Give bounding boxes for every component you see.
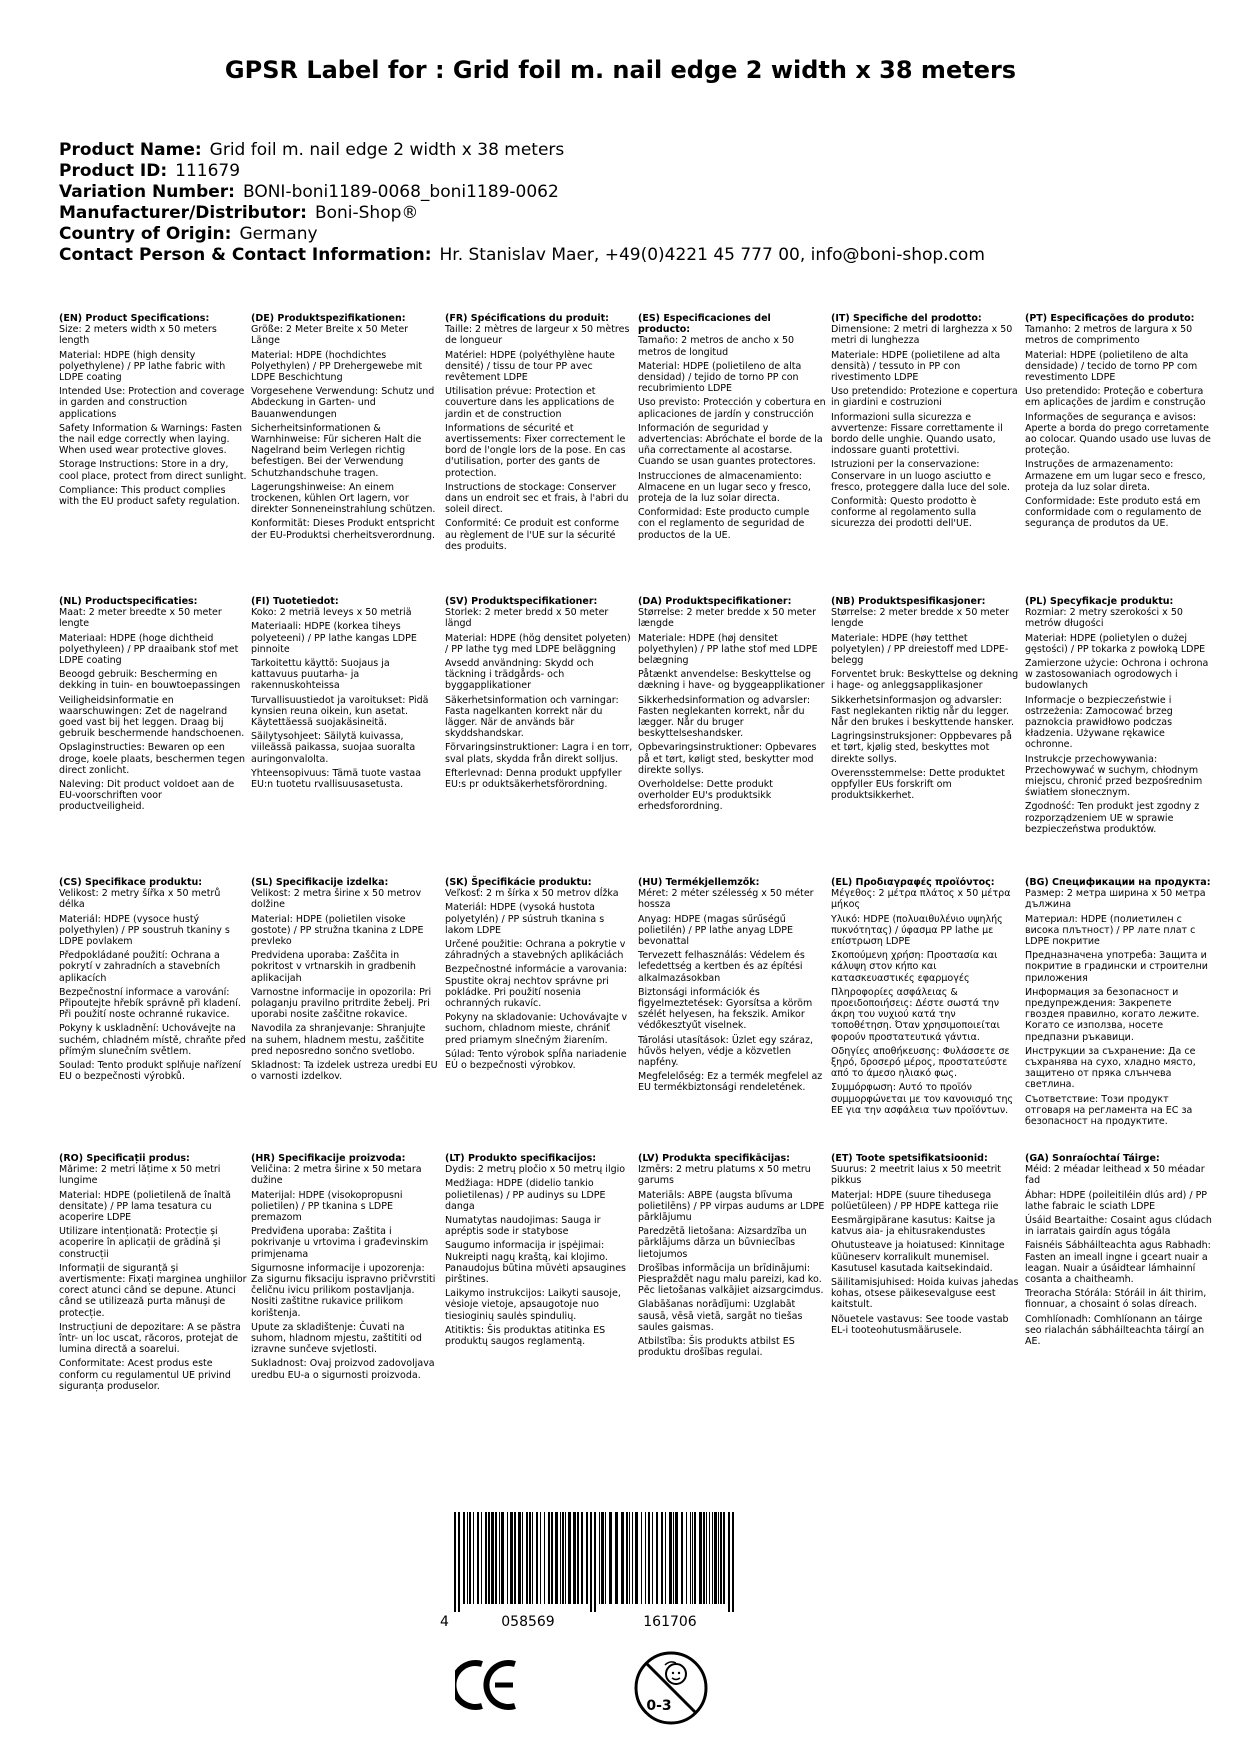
spec-paragraph: Atitiktis: Šis produktas atitinka ES produktų saugos reglamentą. bbox=[445, 1324, 606, 1348]
spec-paragraph: Materiāls: ABPE (augsta blīvuma polietilēns) / PP virpas audums ar LDPE pārklājumu bbox=[638, 1189, 825, 1224]
spec-paragraph: Informazioni sulla sicurezza e avvertenze: Fissare correttamente il bordo delle unghie. Quando usato, indossare guanti protettivi. bbox=[831, 411, 1003, 457]
spec-title: (HR) Specifikacije proizvoda: bbox=[251, 1153, 406, 1164]
barcode-bar bbox=[565, 1512, 566, 1604]
barcode-bar bbox=[673, 1512, 674, 1604]
spec-paragraph: Yhteensopivuus: Tämä tuote vastaa EU:n tuotetu rvallisuusasetusta. bbox=[251, 767, 422, 791]
spec-paragraph: Materiál: HDPE (vysoká hustota polyetylén) / PP sústruh tkanina s lakom LDPE bbox=[445, 902, 605, 936]
spec-block bbox=[831, 1153, 1019, 1339]
spec-paragraph: Drošības informācija un brīdinājumi: Piespraždēt nagu malu pareizi, kad ko. Pēc lietošanas valkājiet aizsargcimdus. bbox=[638, 1262, 824, 1297]
age-warning-label: 0-3 bbox=[646, 1698, 672, 1714]
barcode-bar bbox=[485, 1512, 487, 1604]
spec-title: (EL) Προδιαγραφές προϊόντος: bbox=[831, 877, 995, 888]
spec-paragraph: Размер: 2 метра ширина x 50 метра дължина bbox=[1025, 888, 1206, 911]
spec-paragraph: Rozmiar: 2 metry szerokości x 50 metrów długości bbox=[1025, 607, 1183, 630]
spec-paragraph: Størrelse: 2 meter bredde x 50 meter lengde bbox=[831, 607, 1009, 630]
barcode-bar bbox=[599, 1512, 600, 1604]
spec-paragraph: Съответствие: Този продукт отговаря на регламента на ЕС за безопасност на продуктите. bbox=[1025, 1093, 1193, 1128]
spec-paragraph: Påtænkt anvendelse: Beskyttelse og dækning i have- og byggeapplikationer bbox=[638, 669, 825, 692]
barcode-bar bbox=[562, 1512, 564, 1604]
spec-paragraph: Biztonsági információk és figyelmeztetések: Gyorsítsa a köröm szélét helyesen, ha fekszik. Amikor védőkesztyűt viselnek. bbox=[638, 986, 813, 1032]
barcode-bar bbox=[555, 1512, 558, 1604]
spec-paragraph: Upute za skladištenje: Čuvati na suhom, hladnom mjestu, zaštititi od izravne sunčeve svjetlosti. bbox=[251, 1321, 422, 1356]
barcode-bar bbox=[469, 1512, 471, 1604]
spec-paragraph: Materiale: HDPE (høj densitet polyethylen) / PP lathe stof med LDPE belægning bbox=[638, 632, 818, 667]
spec-paragraph: Úsáid Beartaithe: Cosaint agus clúdach in iarratais gairdín agus tógála bbox=[1025, 1215, 1212, 1238]
spec-paragraph: Navodila za shranjevanje: Shranjujte na suhem, hladnem mestu, zaščitite pred neposredno sončno svetlobo. bbox=[251, 1023, 426, 1057]
spec-paragraph: Méret: 2 méter szélesség x 50 méter hossza bbox=[638, 888, 814, 911]
spec-paragraph: Bezpečnostné informácie a varovania: Spustite okraj nechtov správne pri pokládke. Pri použití nosenia ochranných rukavíc. bbox=[445, 964, 628, 1010]
spec-paragraph: Informações de segurança e avisos: Aperte a borda do prego corretamente ao colocar. Quando usado use luvas de proteção. bbox=[1025, 411, 1211, 457]
spec-block bbox=[59, 596, 247, 816]
spec-block bbox=[638, 1153, 826, 1361]
barcode-bar bbox=[499, 1512, 500, 1604]
manufacturer-row bbox=[59, 203, 985, 224]
spec-paragraph: Οδηγίες αποθήκευσης: Φυλάσσετε σε ξηρό, δροσερό μέρος, προστατεύστε από το άμεσο ηλιακό φως. bbox=[831, 1045, 1010, 1080]
barcode-bar bbox=[703, 1512, 705, 1604]
spec-paragraph: Veličina: 2 metra širine x 50 metara dužine bbox=[251, 1164, 422, 1187]
spec-paragraph: Υλικό: HDPE (πολυαιθυλένιο υψηλής πυκνότητας) / ύφασμα PP lathe με επίστρωση LDPE bbox=[831, 913, 1003, 948]
barcode-bar bbox=[690, 1512, 691, 1604]
barcode-bar bbox=[481, 1512, 482, 1604]
barcode-bar bbox=[681, 1512, 683, 1604]
product-name-value: Grid foil m. nail edge 2 width x 38 meters bbox=[209, 140, 565, 160]
barcode-bar bbox=[709, 1512, 710, 1604]
barcode-bar bbox=[590, 1512, 592, 1612]
barcode-bar bbox=[501, 1512, 504, 1604]
spec-paragraph: Größe: 2 Meter Breite x 50 Meter Länge bbox=[251, 324, 409, 347]
spec-paragraph: Safety Information & Warnings: Fasten the nail edge correctly when laying. When used wear protective gloves. bbox=[59, 422, 243, 457]
spec-paragraph: Súlad: Tento výrobok spĺňa nariadenie EÚ o bezpečnosti výrobkov. bbox=[445, 1048, 627, 1072]
spec-paragraph: Treoracha Stórála: Stóráil in áit thirim, fionnuar, a chosaint ó solas díreach. bbox=[1025, 1288, 1207, 1311]
spec-paragraph: Conformidad: Este producto cumple con el reglamento de seguridad de productos de la UE. bbox=[638, 507, 810, 541]
barcode-bar bbox=[645, 1512, 646, 1604]
spec-paragraph: Varnostne informacije in opozorila: Pri polaganju pravilno pritrdite žebelj. Pri uporabi nosite zaščitne rokavice. bbox=[251, 986, 432, 1021]
spec-block bbox=[831, 313, 1019, 533]
product-id-row bbox=[59, 161, 985, 182]
spec-paragraph: Vorgesehene Verwendung: Schutz und Abdeckung in Garten- und Bauanwendungen bbox=[251, 386, 435, 420]
spec-block bbox=[1025, 1153, 1213, 1350]
barcode-bar bbox=[544, 1512, 545, 1604]
spec-title: (ES) Especificaciones del producto: bbox=[638, 313, 771, 336]
barcode-bar bbox=[648, 1512, 650, 1604]
spec-paragraph: Säilitamisjuhised: Hoida kuivas jahedas kohas, otsese päikesevalguse eest kaitstult. bbox=[831, 1277, 1019, 1311]
spec-paragraph: Dimensione: 2 metri di larghezza x 50 metri di lunghezza bbox=[831, 324, 1013, 347]
spec-title: (FR) Spécifications du produit: bbox=[445, 313, 609, 324]
spec-paragraph: Opbevaringsinstruktioner: Opbevares på et tørt, køligt sted, beskytter mod direkte sollys. bbox=[638, 742, 817, 776]
spec-paragraph: Compliance: This product complies with the EU product safety regulation. bbox=[59, 484, 240, 508]
barcode-bar bbox=[723, 1512, 725, 1604]
spec-paragraph: Laikymo instrukcijos: Laikyti sausoje, vėsioje vietoje, apsaugotoje nuo tiesioginių saulės spindulių. bbox=[445, 1288, 621, 1322]
spec-paragraph: Opslaginstructies: Bewaren op een droge, koele plaats, beschermen tegen direct zonlicht. bbox=[59, 742, 246, 776]
spec-paragraph: Veľkosť: 2 m šírka x 50 metrov dĺžka bbox=[445, 888, 619, 900]
spec-paragraph: Инструкции за съхранение: Да се съхранява на сухо, хладно място, защитено от пряка слънчева светлина. bbox=[1025, 1045, 1196, 1091]
spec-paragraph: Materiale: HDPE (polietilene ad alta densità) / tessuto in PP con rivestimento LDPE bbox=[831, 349, 1001, 384]
spec-title: (GA) Sonraíochtaí Táirge: bbox=[1025, 1153, 1160, 1164]
spec-paragraph: Materiaali: HDPE (korkea tiheys polyeteeni) / PP lathe kangas LDPE pinnoite bbox=[251, 621, 417, 655]
spec-paragraph: Naleving: Dit product voldoet aan de EU-voorschriften voor productveiligheid. bbox=[59, 779, 235, 813]
spec-title: (ET) Toote spetsifikatsioonid: bbox=[831, 1153, 988, 1164]
spec-title: (CS) Specifikace produktu: bbox=[59, 877, 203, 888]
spec-paragraph: Předpokládané použití: Ochrana a pokrytí v zahradních a stavebních aplikacích bbox=[59, 950, 221, 984]
barcode-bar bbox=[560, 1512, 561, 1604]
spec-paragraph: Velikost: 2 metry šířka x 50 metrů délka bbox=[59, 888, 221, 911]
barcode-bar bbox=[669, 1512, 672, 1604]
spec-title: (NL) Productspecificaties: bbox=[59, 596, 198, 607]
barcode-bar bbox=[488, 1512, 490, 1604]
spec-block bbox=[1025, 313, 1213, 533]
barcode-bar bbox=[463, 1512, 465, 1604]
spec-paragraph: Intended Use: Protection and coverage in garden and construction applications bbox=[59, 386, 245, 420]
barcode-bar bbox=[699, 1512, 702, 1604]
barcode-bar bbox=[473, 1512, 474, 1604]
spec-paragraph: Maat: 2 meter breedte x 50 meter lengte bbox=[59, 607, 222, 630]
country-of-origin-label: Country of Origin: bbox=[59, 224, 232, 244]
spec-block bbox=[251, 1153, 439, 1384]
spec-title: (LT) Produkto specifikacijos: bbox=[445, 1153, 597, 1164]
spec-paragraph: Förvaringsinstruktioner: Lagra i en torr, sval plats, skydda från direkt solljus. bbox=[445, 742, 633, 765]
spec-paragraph: Material: HDPE (polietilenă de înaltă densitate) / PP lama tesatura cu acoperire LDPE bbox=[59, 1189, 231, 1224]
spec-paragraph: Informacje o bezpieczeństwie i ostrzeżenia: Zamocować brzeg paznokcia prawidłowo podczas kładzenia. Używane rękawice ochronne. bbox=[1025, 694, 1173, 751]
product-name-row bbox=[59, 140, 985, 161]
spec-paragraph: Instructions de stockage: Conserver dans un endroit sec et frais, à l'abri du soleil direct. bbox=[445, 481, 629, 516]
spec-block bbox=[445, 877, 633, 1074]
barcode-digits-left: 058569 bbox=[501, 1614, 555, 1630]
barcode-bar bbox=[626, 1512, 628, 1604]
spec-paragraph: Conformità: Questo prodotto è conforme al regolamento sulla sicurezza dei prodotti dell'UE. bbox=[831, 496, 977, 530]
spec-paragraph: Material: HDPE (high density polyethylene) / PP lathe fabric with LDPE coating bbox=[59, 349, 226, 384]
barcode-bar bbox=[581, 1512, 583, 1604]
barcode-bar bbox=[568, 1512, 571, 1604]
barcode-bar bbox=[491, 1512, 494, 1604]
barcode-bar bbox=[621, 1512, 624, 1604]
spec-block bbox=[251, 596, 439, 793]
barcode-bar bbox=[507, 1512, 508, 1604]
barcode-bar bbox=[732, 1512, 734, 1612]
spec-paragraph: Instrucțiuni de depozitare: A se păstra într- un loc uscat, răcoros, protejat de lumina directă a soarelui. bbox=[59, 1321, 241, 1356]
spec-title: (DA) Produktspecifikationer: bbox=[638, 596, 792, 607]
spec-paragraph: Materiaal: HDPE (hoge dichtheid polyethyleen) / PP draaibank stof met LDPE coating bbox=[59, 632, 239, 667]
spec-paragraph: Glabāšanas norādījumi: Uzglabāt sausā, vēsā vietā, sargāt no tiešas saules gaismas. bbox=[638, 1299, 803, 1333]
spec-title: (SV) Produktspecifikationer: bbox=[445, 596, 598, 607]
variation-number-row bbox=[59, 182, 985, 203]
product-info bbox=[59, 140, 985, 266]
spec-paragraph: Koko: 2 metriä leveys x 50 metriä bbox=[251, 607, 412, 619]
barcode-bar bbox=[712, 1512, 713, 1604]
manufacturer-value: Boni-Shop® bbox=[314, 203, 419, 223]
age-warning-0-3-icon bbox=[632, 1648, 710, 1728]
spec-paragraph: Avsedd användning: Skydd och täckning i trädgårds- och byggapplikationer bbox=[445, 658, 594, 692]
spec-block bbox=[251, 877, 439, 1085]
spec-paragraph: Faisnéis Sábháilteachta agus Rabhadh: Fasten an imeall ingne i gceart nuair a leagan. Nuair a úsáidtear lámhainní cosanta a chaitheamh. bbox=[1025, 1240, 1211, 1286]
spec-paragraph: Säkerhetsinformation och varningar: Fasta nagelkanten korrekt när du lägger. När de används bär skyddshandskar. bbox=[445, 694, 619, 740]
spec-paragraph: Tamanho: 2 metros de largura x 50 metros de comprimento bbox=[1025, 324, 1193, 347]
spec-paragraph: Uso pretendido: Proteção e cobertura em aplicações de jardim e construção bbox=[1025, 386, 1206, 409]
barcode-bar bbox=[586, 1512, 588, 1604]
spec-paragraph: Izmērs: 2 metru platums x 50 metru garums bbox=[638, 1164, 811, 1187]
spec-paragraph: Tárolási utasítások: Üzlet egy száraz, hűvös helyen, védje a közvetlen napfény. bbox=[638, 1034, 813, 1069]
spec-paragraph: Numatytas naudojimas: Sauga ir apréptis sode ir statybose bbox=[445, 1215, 601, 1238]
spec-title: (IT) Specifiche del prodotto: bbox=[831, 313, 982, 324]
spec-paragraph: Instrukcje przechowywania: Przechowywać w suchym, chłodnym miejscu, chronić przed bezpośrednim światłem słonecznym. bbox=[1025, 753, 1203, 799]
spec-paragraph: Overholdelse: Dette produkt overholder EU's produktsikk erhedsforordning. bbox=[638, 779, 773, 813]
spec-paragraph: Instruções de armazenamento: Armazene em um lugar seco e fresco, proteja da luz solar direta. bbox=[1025, 459, 1206, 493]
barcode-bar bbox=[510, 1512, 513, 1604]
barcode-bar bbox=[529, 1512, 531, 1604]
barcode-bar bbox=[467, 1512, 468, 1604]
spec-paragraph: Conformidade: Este produto está em conformidade com o regulamento de segurança de produtos da UE. bbox=[1025, 496, 1202, 530]
spec-block bbox=[445, 596, 633, 793]
spec-paragraph: Materiale: HDPE (høy tetthet polyetylen) / PP dreiestoff med LDPE-belegg bbox=[831, 632, 1009, 667]
barcode-digit-lead: 4 bbox=[440, 1614, 449, 1630]
spec-title: (EN) Product Specifications: bbox=[59, 313, 210, 324]
spec-title: (LV) Produkta specifikācijas: bbox=[638, 1153, 790, 1164]
spec-paragraph: Σκοπούμενη χρήση: Προστασία και κάλυψη στον κήπο και κατασκευαστικές εφαρμογές bbox=[831, 950, 998, 984]
spec-paragraph: Určené použitie: Ochrana a pokrytie v záhradných a stavebných aplikáciách bbox=[445, 939, 626, 962]
barcode-bar bbox=[632, 1512, 633, 1604]
spec-paragraph: Información de seguridad y advertencias: Abróchate el borde de la uña correctamente al acostarse. Cuando se usan guantes protectores. bbox=[638, 422, 823, 468]
spec-paragraph: Sicherheitsinformationen & Warnhinweise: Für sicheren Halt die Nagelrand beim Verlegen richtig befestigen. Bei der Verwendung Schutzhandschuhe tragen. bbox=[251, 422, 422, 479]
spec-paragraph: Mărime: 2 metri lățime x 50 metri lungime bbox=[59, 1164, 221, 1187]
contact-label: Contact Person & Contact Information: bbox=[59, 245, 432, 265]
spec-paragraph: Säilytysohjeet: Säilytä kuivassa, viileässä paikassa, suojaa suoralta auringonvalolta. bbox=[251, 731, 416, 765]
spec-block bbox=[1025, 877, 1213, 1130]
spec-paragraph: Turvallisuustiedot ja varoitukset: Pidä kynsien reuna oikein, kun asetat. Käytettäessä suojakäsineitä. bbox=[251, 694, 429, 729]
barcode-bar bbox=[686, 1512, 687, 1604]
spec-paragraph: Materiał: HDPE (polietylen o dużej gęstości) / PP tokarka z powłoką LDPE bbox=[1025, 632, 1206, 655]
spec-block bbox=[59, 313, 247, 510]
spec-paragraph: Overensstemmelse: Dette produktet oppfyller EUs forskrift om produktsikkerhet. bbox=[831, 767, 1005, 802]
spec-paragraph: Sukladnost: Ovaj proizvod zadovoljava uredbu EU-a o sigurnosti proizvoda. bbox=[251, 1358, 435, 1381]
country-of-origin-value: Germany bbox=[239, 224, 318, 244]
barcode-bar bbox=[551, 1512, 553, 1604]
spec-block bbox=[831, 596, 1019, 804]
barcode-bar bbox=[458, 1512, 460, 1612]
spec-paragraph: Material: HDPE (hochdichtes Polyethylen) / PP Drehergewebe mit LDPE Beschichtung bbox=[251, 349, 423, 384]
manufacturer-label: Manufacturer/Distributor: bbox=[59, 203, 307, 223]
spec-paragraph: Medžiaga: HDPE (didelio tankio polietilenas) / PP audinys su LDPE danga bbox=[445, 1178, 606, 1212]
spec-paragraph: Storlek: 2 meter bredd x 50 meter längd bbox=[445, 607, 609, 630]
barcode-bar bbox=[522, 1512, 523, 1604]
spec-title: (RO) Specificații produs: bbox=[59, 1153, 190, 1164]
spec-paragraph: Tarkoitettu käyttö: Suojaus ja kattavuus puutarha- ja rakennuskohteissa bbox=[251, 658, 390, 692]
spec-paragraph: Atbilstība: Šis produkts atbilst ES produktu drošības regulai. bbox=[638, 1336, 795, 1359]
spec-paragraph: Størrelse: 2 meter bredde x 50 meter længde bbox=[638, 607, 816, 630]
spec-paragraph: Zgodność: Ten produkt jest zgodny z rozporządzeniem UE w sprawie bezpieczeństwa produktów. bbox=[1025, 801, 1200, 835]
spec-paragraph: Forventet bruk: Beskyttelse og dekning i hage- og anleggsapplikasjoner bbox=[831, 669, 1019, 692]
spec-paragraph: Suurus: 2 meetrit laius x 50 meetrit pikkus bbox=[831, 1164, 1001, 1187]
barcode-bar bbox=[495, 1512, 497, 1604]
barcode-bar bbox=[573, 1512, 576, 1604]
barcode-bar bbox=[718, 1512, 719, 1604]
spec-paragraph: Material: HDPE (polietileno de alta densidad) / tejido de torno PP con recubrimiento LDPE bbox=[638, 360, 802, 395]
spec-block bbox=[59, 1153, 247, 1395]
spec-paragraph: Utilizare intenționată: Protecție și acoperire în aplicații de grădină și construcții bbox=[59, 1226, 221, 1260]
spec-paragraph: Pokyny na skladovanie: Uchovávajte v suchom, chladnom mieste, chrániť pred priamym slnečným žiarením. bbox=[445, 1012, 628, 1046]
spec-block bbox=[638, 313, 826, 544]
spec-paragraph: Sigurnosne informacije i upozorenja: Za sigurnu fiksaciju ispravno pričvrstiti čeličnu ivicu prilikom postavljanja. Nositi zaštitne rukavice prilikom korištenja. bbox=[251, 1262, 436, 1319]
barcode-bar bbox=[548, 1512, 550, 1604]
spec-paragraph: Sikkerhetsinformasjon og advarsler: Fast neglekanten riktig når du legger. Når den brukes i beskyttende hansker. bbox=[831, 694, 1015, 729]
spec-block bbox=[445, 1153, 633, 1350]
barcode-bar bbox=[532, 1512, 533, 1604]
barcode-bar bbox=[514, 1512, 516, 1604]
spec-paragraph: Μέγεθος: 2 μέτρα πλάτος x 50 μέτρα μήκος bbox=[831, 888, 1011, 911]
barcode-bar bbox=[540, 1512, 541, 1604]
spec-title: (BG) Спецификации на продукта: bbox=[1025, 877, 1211, 888]
spec-paragraph: Megfelelőség: Ez a termék megfelel az EU termékbiztonsági rendeletének. bbox=[638, 1071, 823, 1094]
barcode-bar bbox=[665, 1512, 666, 1604]
spec-paragraph: Matériel: HDPE (polyéthylène haute densité) / tissu de tour PP avec revêtement LDPE bbox=[445, 349, 615, 384]
spec-paragraph: Méid: 2 méadar leithead x 50 méadar fad bbox=[1025, 1164, 1205, 1187]
barcode-bar bbox=[635, 1512, 638, 1604]
spec-paragraph: Storage Instructions: Store in a dry, cool place, protect from direct sunlight. bbox=[59, 459, 247, 482]
spec-paragraph: Zamierzone użycie: Ochrona i ochrona w zastosowaniach ogrodowych i budowlanych bbox=[1025, 658, 1209, 692]
spec-paragraph: Predvidena uporaba: Zaščita in pokritost v vrtnarskih in gradbenih aplikacijah bbox=[251, 950, 416, 984]
barcode-bars bbox=[454, 1512, 734, 1612]
spec-block bbox=[251, 313, 439, 544]
barcode-bar bbox=[577, 1512, 579, 1604]
spec-paragraph: Eesmärgipärane kasutus: Kaitse ja katvus aia- ja ehitusrakendustes bbox=[831, 1215, 996, 1238]
spec-paragraph: Saugumo informacija ir įspėjimai: Nukreipti nagų kraštą, kai klojimo. Panaudojus būtina mūvėti apsaugines pirštines. bbox=[445, 1240, 626, 1286]
barcode-bar bbox=[641, 1512, 642, 1604]
spec-paragraph: Dydis: 2 metrų pločio x 50 metrų ilgio bbox=[445, 1164, 626, 1176]
contact-value: Hr. Stanislav Maer, +49(0)4221 45 777 00, info@boni-shop.com bbox=[439, 245, 985, 265]
spec-paragraph: Size: 2 meters width x 50 meters length bbox=[59, 324, 217, 347]
spec-paragraph: Materiál: HDPE (vysoce hustý polyethylen) / PP soustruh tkaniny s LDPE povlakem bbox=[59, 913, 230, 948]
spec-paragraph: Utilisation prévue: Protection et couverture dans les applications de jardin et de construction bbox=[445, 386, 615, 420]
spec-paragraph: Conformitate: Acest produs este conform cu regulamentul UE privind siguranța produselor. bbox=[59, 1358, 231, 1392]
spec-paragraph: Velikost: 2 metra širine x 50 metrov dolžine bbox=[251, 888, 422, 911]
barcode-bar bbox=[609, 1512, 612, 1604]
spec-paragraph: Anyag: HDPE (magas sűrűségű polietilén) / PP lathe anyag LDPE bevonattal bbox=[638, 913, 794, 948]
barcode-bar bbox=[594, 1512, 596, 1612]
barcode-bar bbox=[526, 1512, 528, 1604]
spec-title: (NB) Produktspesifikasjoner: bbox=[831, 596, 986, 607]
ce-mark-icon bbox=[455, 1658, 519, 1712]
variation-number-value: BONI-boni1189-0068_boni1189-0062 bbox=[242, 182, 559, 202]
barcode-bar bbox=[692, 1512, 693, 1604]
barcode-bar bbox=[536, 1512, 538, 1604]
product-name-label: Product Name: bbox=[59, 140, 202, 160]
spec-row bbox=[59, 1153, 1239, 1453]
barcode-bar bbox=[728, 1512, 730, 1612]
spec-paragraph: Tamaño: 2 metros de ancho x 50 metros de longitud bbox=[638, 335, 795, 358]
spec-paragraph: Lagringsinstruksjoner: Oppbevares på et tørt, kjølig sted, beskyttes mot direkte sollys. bbox=[831, 731, 1012, 765]
spec-block bbox=[59, 877, 247, 1085]
spec-paragraph: Uso pretendido: Protezione e copertura in giardini e costruzioni bbox=[831, 386, 1018, 409]
barcode bbox=[432, 1512, 750, 1632]
barcode-bar bbox=[601, 1512, 604, 1604]
spec-paragraph: Taille: 2 mètres de largeur x 50 mètres de longueur bbox=[445, 324, 630, 347]
spec-paragraph: Pokyny k uskladnění: Uchovávejte na suchém, chladném místě, chraňte před přímým slunečním světlem. bbox=[59, 1023, 246, 1057]
page-title: GPSR Label for : Grid foil m. nail edge 2 width x 38 meters bbox=[224, 56, 1017, 84]
spec-paragraph: Предназначена употреба: Защита и покритие в градински и строителни приложения bbox=[1025, 950, 1208, 984]
barcode-bar bbox=[454, 1512, 456, 1612]
spec-block bbox=[638, 596, 826, 816]
barcode-bar bbox=[629, 1512, 630, 1604]
barcode-bar bbox=[656, 1512, 658, 1604]
contact-row bbox=[59, 245, 985, 266]
spec-paragraph: Информация за безопасност и предупреждения: Закрепете гвоздея правилно, когато лежите. Когато се използва, носете предпазни ръкавици. bbox=[1025, 986, 1200, 1043]
barcode-bar bbox=[706, 1512, 707, 1604]
spec-paragraph: Materjal: HDPE (suure tihedusega polüetüleen) / PP HDPE kattega riie bbox=[831, 1189, 999, 1212]
spec-row bbox=[59, 596, 1239, 896]
spec-paragraph: Comhlíonadh: Comhlíonann an táirge seo rialachán sábháilteachta táirgí an AE. bbox=[1025, 1313, 1205, 1348]
spec-title: (PL) Specyfikacje produktu: bbox=[1025, 596, 1174, 607]
spec-paragraph: Conformité: Ce produit est conforme au règlement de l'UE sur la sécurité des produits. bbox=[445, 518, 620, 552]
spec-paragraph: Material: HDPE (polietilen visoke gostote) / PP stružna tkanina z LDPE prevleko bbox=[251, 913, 424, 948]
spec-paragraph: Informații de siguranță și avertismente: Fixați marginea unghiilor corect atunci când se depune. Atunci când se utilizează purta mănuși de protecție. bbox=[59, 1262, 247, 1319]
barcode-digits-right: 161706 bbox=[643, 1614, 697, 1630]
product-id-label: Product ID: bbox=[59, 161, 168, 181]
barcode-bar bbox=[714, 1512, 717, 1604]
spec-paragraph: Uso previsto: Protección y cobertura en aplicaciones de jardín y construcción bbox=[638, 397, 826, 420]
barcode-bar bbox=[720, 1512, 722, 1604]
spec-paragraph: Nõuetele vastavus: See toode vastab EL-i tooteohutusmäärusele. bbox=[831, 1313, 1009, 1336]
spec-paragraph: Материал: HDPE (полиетилен с висока плътност) / PP лате плат с LDPE покритие bbox=[1025, 913, 1196, 948]
spec-paragraph: Informations de sécurité et avertissements: Fixer correctement le bord de l'ongle lors de la pose. En cas d'utilisation, porter des gants de protection. bbox=[445, 422, 626, 479]
spec-block bbox=[445, 313, 633, 555]
spec-paragraph: Sikkerhedsinformation og advarsler: Fasten neglekanten korrekt, når du lægger. Når du bruger beskyttelseshandsker. bbox=[638, 694, 811, 740]
spec-paragraph: Ábhar: HDPE (poileitiléin dlús ard) / PP lathe fabraic le sciath LDPE bbox=[1025, 1189, 1208, 1212]
spec-paragraph: Efterlevnad: Denna produkt uppfyller EU:s pr oduktsäkerhetsförordning. bbox=[445, 767, 622, 791]
spec-paragraph: Bezpečnostní informace a varování: Připoutejte hřebík správně při kladení. Při použití noste ochranné rukavice. bbox=[59, 986, 241, 1021]
spec-paragraph: Material: HDPE (polietileno de alta densidade) / tecido de torno PP com revestimento LDPE bbox=[1025, 349, 1198, 384]
spec-paragraph: Ohutusteave ja hoiatused: Kinnitage küüneserv korralikult munemisel. Kasutusel kasutada kaitsekindaid. bbox=[831, 1240, 1005, 1274]
spec-paragraph: Lagerungshinweise: An einem trockenen, kühlen Ort lagern, vor direkter Sonneneinstrahlung schützen. bbox=[251, 481, 436, 516]
spec-row bbox=[59, 877, 1239, 1177]
spec-title: (SL) Specifikacije izdelka: bbox=[251, 877, 389, 888]
spec-paragraph: Materijal: HDPE (visokopropusni polietilen) / PP tkanina s LDPE premazom bbox=[251, 1189, 403, 1224]
spec-title: (PT) Especificações do produto: bbox=[1025, 313, 1195, 324]
product-id-value: 111679 bbox=[175, 161, 241, 181]
spec-row bbox=[59, 313, 1239, 613]
spec-title: (DE) Produktspezifikationen: bbox=[251, 313, 406, 324]
spec-paragraph: Veiligheidsinformatie en waarschuwingen: Zet de nagelrand goed vast bij het leggen. Draag bij gebruik beschermende handschoenen. bbox=[59, 694, 245, 740]
barcode-bar bbox=[675, 1512, 678, 1604]
spec-paragraph: Συμμόρφωση: Αυτό το προϊόν συμμορφώνεται με τον κανονισμό της ΕΕ για την ασφάλεια των προϊόντων. bbox=[831, 1082, 1014, 1116]
barcode-bar bbox=[615, 1512, 618, 1604]
spec-paragraph: Πληροφορίες ασφάλειας & προειδοποιήσεις: Δέστε σωστά την άκρη του νυχιού κατά την τοποθέτηση. Όταν χρησιμοποιείται φορούν προστατευτικά γάντια. bbox=[831, 986, 1000, 1043]
spec-paragraph: Konformität: Dieses Produkt entspricht der EU-Produktsi cherheitsverordnung. bbox=[251, 518, 436, 541]
barcode-bar bbox=[605, 1512, 606, 1604]
spec-title: (FI) Tuotetiedot: bbox=[251, 596, 339, 607]
spec-title: (SK) Špecifikácie produktu: bbox=[445, 877, 592, 888]
spec-paragraph: Paredzētā lietošana: Aizsardzība un pārklājums dārza un būvniecības lietojumos bbox=[638, 1226, 807, 1260]
country-of-origin-row bbox=[59, 224, 985, 245]
spec-paragraph: Predviđena uporaba: Zaštita i pokrivanje u vrtovima i građevinskim primjenama bbox=[251, 1226, 429, 1260]
spec-paragraph: Instrucciones de almacenamiento: Almacene en un lugar seco y fresco, proteja de la luz solar directa. bbox=[638, 470, 811, 505]
spec-paragraph: Material: HDPE (hög densitet polyeten) / PP lathe tyg med LDPE beläggning bbox=[445, 632, 631, 655]
barcode-bar bbox=[694, 1512, 696, 1604]
barcode-bar bbox=[652, 1512, 653, 1604]
barcode-bar bbox=[477, 1512, 479, 1604]
spec-title: (HU) Termékjellemzők: bbox=[638, 877, 760, 888]
spec-paragraph: Istruzioni per la conservazione: Conservare in un luogo asciutto e fresco, proteggere dalla luce del sole. bbox=[831, 459, 1011, 493]
spec-paragraph: Skladnost: Ta izdelek ustreza uredbi EU o varnosti izdelkov. bbox=[251, 1060, 438, 1083]
barcode-bar bbox=[661, 1512, 663, 1604]
spec-paragraph: Tervezett felhasználás: Védelem és lefedettség a kertben és az építési alkalmazásokban bbox=[638, 950, 805, 984]
spec-paragraph: Beoogd gebruik: Bescherming en dekking in tuin- en bouwtoepassingen bbox=[59, 669, 241, 692]
spec-block bbox=[1025, 596, 1213, 838]
variation-number-label: Variation Number: bbox=[59, 182, 235, 202]
barcode-bar bbox=[518, 1512, 521, 1604]
spec-block bbox=[831, 877, 1019, 1119]
spec-block bbox=[638, 877, 826, 1097]
spec-paragraph: Soulad: Tento produkt splňuje nařízení EU o bezpečnosti výrobků. bbox=[59, 1060, 242, 1083]
